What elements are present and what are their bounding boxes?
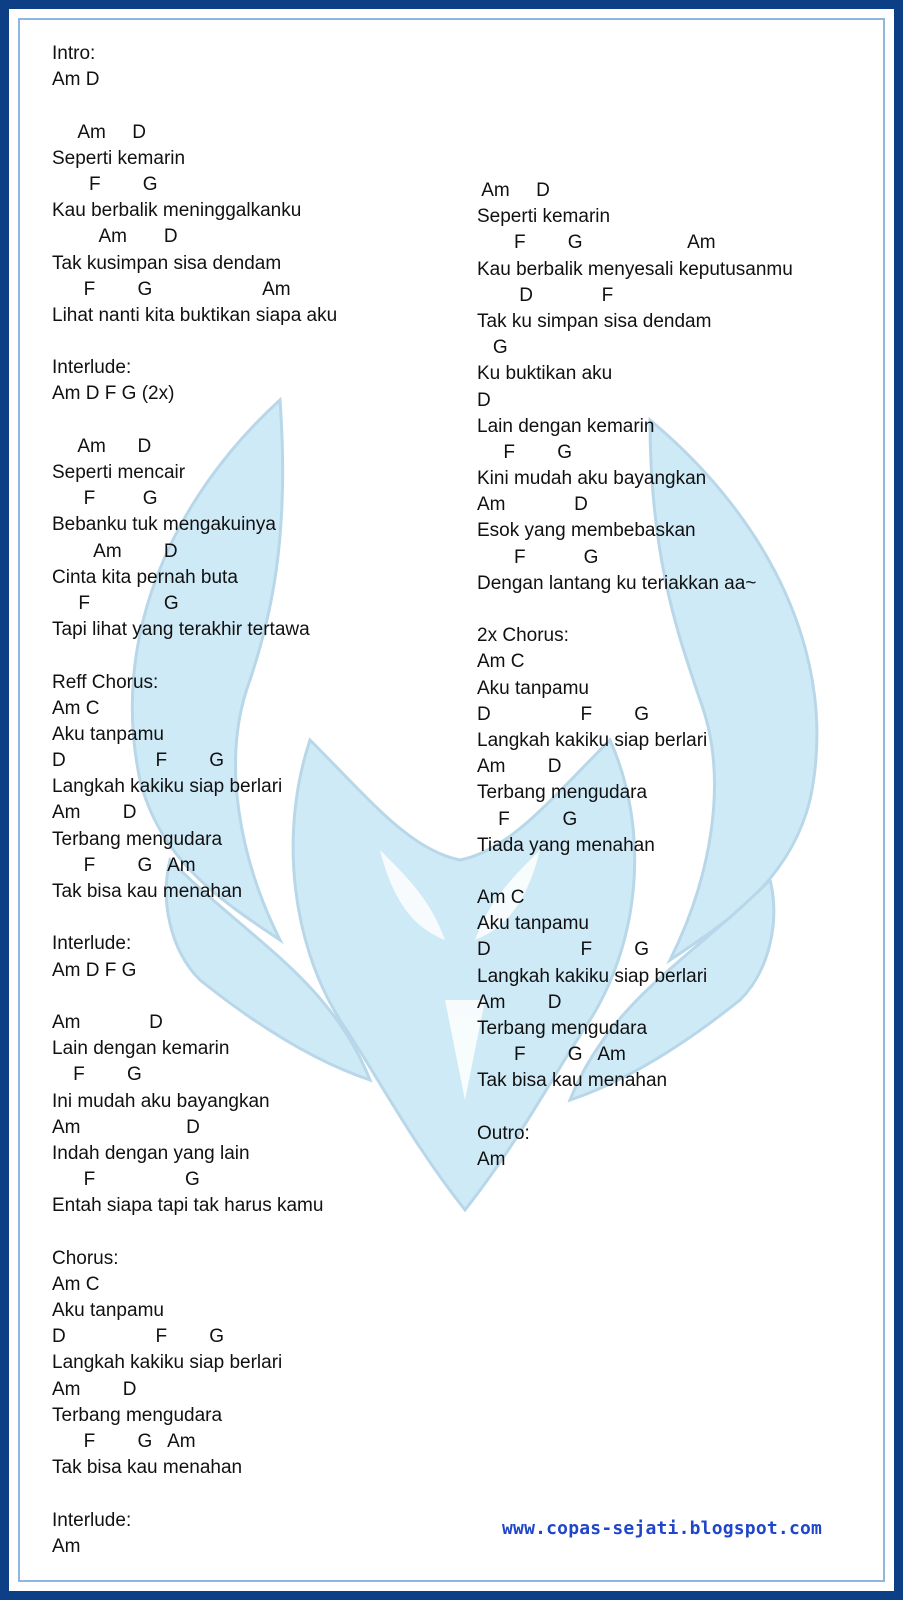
lyric-line: Am D	[52, 540, 178, 562]
lyric-line: Am C	[52, 1273, 100, 1295]
lyric-line: Langkah kakiku siap berlari	[52, 1352, 283, 1374]
lyric-line: F G	[477, 546, 599, 568]
lyric-line: F G	[52, 173, 158, 195]
lyrics-right-column	[477, 178, 793, 1173]
lyric-line: Am D	[52, 69, 100, 91]
lyric-line: Tapi lihat yang terakhir tertawa	[52, 619, 310, 641]
lyric-line	[477, 859, 793, 885]
lyric-line	[477, 597, 793, 623]
lyrics-left-column	[52, 41, 337, 1560]
lyric-line: Am D	[52, 802, 137, 824]
lyric-line	[52, 329, 337, 355]
lyric-line: Seperti kemarin	[52, 147, 186, 169]
lyric-line: Terbang mengudara	[52, 1404, 223, 1426]
lyric-line: Kau berbalik menyesali keputusanmu	[477, 258, 793, 280]
lyric-line: Am D F G	[52, 959, 137, 981]
lyric-line: Am D	[477, 180, 550, 201]
lyric-line: Lain dengan kemarin	[52, 1038, 230, 1060]
lyric-line: Kau berbalik meninggalkanku	[52, 200, 302, 222]
lyric-line: F G Am	[52, 854, 196, 876]
lyric-line: Aku tanpamu	[477, 677, 589, 699]
lyric-line: F G	[52, 1064, 142, 1086]
lyric-line: Tak bisa kau menahan	[52, 881, 243, 902]
lyric-line: Kini mudah aku bayangkan	[477, 468, 707, 490]
lyric-line: G	[477, 337, 508, 359]
lyric-line: F G	[52, 488, 158, 510]
lyric-line: Tak bisa kau menahan	[477, 1070, 668, 1092]
lyric-line: Am D	[52, 1011, 163, 1033]
lyric-line: Tak ku simpan sisa dendam	[477, 310, 712, 332]
lyric-line: Dengan lantang ku teriakkan aa~	[477, 572, 757, 594]
lyric-line: Am D	[52, 1378, 137, 1400]
lyric-line: Am C	[477, 651, 525, 673]
lyric-line: Ini mudah aku bayangkan	[52, 1090, 270, 1112]
lyric-line: Am C	[52, 697, 100, 719]
lyric-line: Intro:	[52, 43, 96, 64]
lyric-line: Langkah kakiku siap berlari	[477, 965, 708, 987]
lyric-line: Am	[477, 1148, 506, 1170]
lyric-line: Am D	[52, 226, 178, 248]
blog-url[interactable]: www.copas-sejati.blogspot.com	[502, 1518, 823, 1539]
lyric-line: Indah dengan yang lain	[52, 1142, 250, 1164]
lyric-line	[52, 1219, 337, 1245]
lyric-line	[477, 1095, 793, 1121]
lyric-line: Terbang mengudara	[477, 1018, 648, 1039]
lyric-line: F G	[477, 441, 573, 463]
page-inner-border	[18, 18, 885, 1582]
lyric-line: Tak kusimpan sisa dendam	[52, 252, 282, 274]
lyric-line: Interlude:	[52, 933, 132, 955]
lyric-line: Aku tanpamu	[52, 723, 164, 745]
lyric-line: Bebanku tuk mengakuinya	[52, 514, 276, 536]
lyric-line: Am D F G (2x)	[52, 383, 175, 405]
lyric-line: Am D	[52, 1116, 200, 1138]
lyric-line: Langkah kakiku siap berlari	[477, 729, 708, 751]
lyric-line: Aku tanpamu	[477, 913, 589, 935]
lyric-line: F G	[52, 592, 179, 614]
lyric-line	[52, 408, 337, 434]
lyric-line: Am	[52, 1535, 81, 1557]
lyric-line: Lain dengan kemarin	[477, 415, 655, 437]
lyric-line: Cinta kita pernah buta	[52, 566, 238, 588]
lyric-line: Am D	[52, 435, 152, 457]
lyric-line: Outro:	[477, 1122, 530, 1144]
lyric-line: Am D	[477, 756, 562, 778]
lyric-line: Terbang mengudara	[52, 828, 223, 850]
lyric-line: D	[477, 389, 491, 411]
lyric-line: D F G	[477, 703, 650, 725]
lyric-line: Aku tanpamu	[52, 1300, 164, 1321]
lyric-line: F G Am	[52, 278, 291, 300]
lyric-line: Am D	[52, 121, 146, 143]
lyric-line: F G Am	[52, 1430, 196, 1452]
lyric-line: Interlude:	[52, 1509, 132, 1531]
lyric-line: Reff Chorus:	[52, 671, 159, 693]
lyric-line: F G Am	[477, 1044, 626, 1066]
lyric-line	[52, 643, 337, 669]
lyric-line: Esok yang membebaskan	[477, 520, 696, 542]
lyric-line: Chorus:	[52, 1247, 119, 1269]
lyric-line: Am C	[477, 887, 525, 909]
lyric-line	[52, 984, 337, 1010]
lyric-line: Am D	[477, 991, 562, 1013]
lyric-line: Ku buktikan aku	[477, 363, 613, 385]
lyric-line: Tiada yang menahan	[477, 834, 655, 856]
lyric-line: F G Am	[477, 232, 716, 254]
lyric-line: Seperti kemarin	[477, 206, 611, 228]
lyric-line: Interlude:	[52, 357, 132, 379]
lyric-line: Langkah kakiku siap berlari	[52, 776, 283, 798]
lyric-line: Seperti mencair	[52, 462, 186, 483]
lyric-line: 2x Chorus:	[477, 625, 569, 647]
lyric-line: Tak bisa kau menahan	[52, 1457, 243, 1479]
lyric-line: Am D	[477, 494, 588, 516]
lyric-line: D F G	[52, 750, 225, 772]
lyric-line	[52, 905, 337, 931]
lyric-line: F G	[477, 808, 578, 830]
lyric-line: D F G	[52, 1326, 225, 1348]
lyric-line	[52, 1481, 337, 1507]
lyric-line	[52, 93, 337, 119]
lyric-line: F G	[52, 1169, 200, 1191]
lyric-line: D F G	[477, 939, 650, 961]
lyric-line: Lihat nanti kita buktikan siapa aku	[52, 304, 338, 326]
lyric-line: Terbang mengudara	[477, 782, 648, 804]
lyric-line: D F	[477, 284, 614, 306]
lyric-line: Entah siapa tapi tak harus kamu	[52, 1195, 324, 1217]
